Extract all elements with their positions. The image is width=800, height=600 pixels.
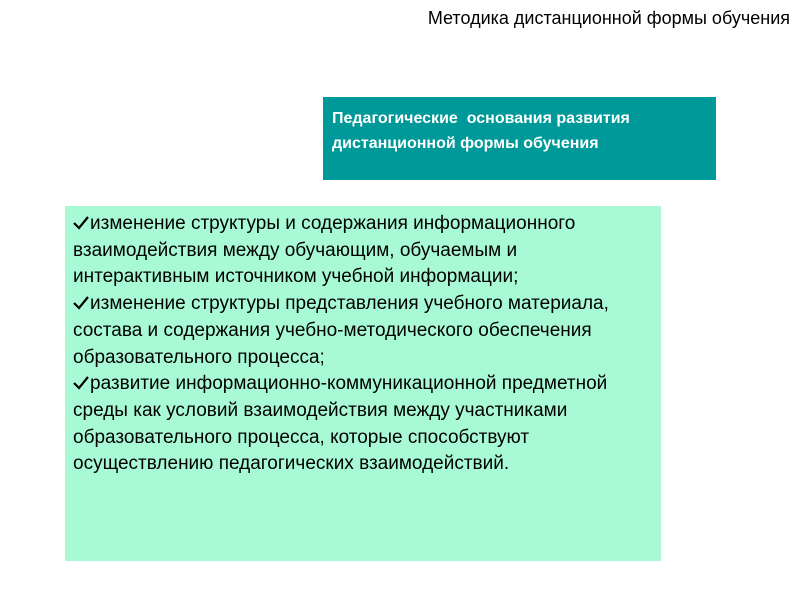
check-arrow-bullet-icon bbox=[73, 216, 89, 230]
section-heading: Педагогические основания развития дистанционной формы обучения bbox=[332, 110, 635, 152]
bullet-list bbox=[73, 211, 655, 478]
slide-title: Методика дистанционной формы обучения bbox=[427, 8, 790, 28]
bullet-text: изменение структуры и содержания информационного взаимодействия между обучающим, обучаемым и интерактивным источником учебной информации; bbox=[73, 213, 576, 288]
bullet-text: изменение структуры представления учебного материала, состава и содержания учебно-методического обеспечения образовательного процесса; bbox=[73, 293, 609, 368]
content-box bbox=[65, 206, 661, 561]
bullet-text: развитие информационно-коммуникационной предметной среды как условий взаимодействия между участниками образовательного процесса, которые способствуют осуществлению педагогических взаимодействий. bbox=[73, 373, 608, 475]
check-arrow-bullet-icon bbox=[73, 376, 89, 390]
section-heading-box bbox=[323, 97, 716, 180]
bullet-item bbox=[73, 371, 655, 478]
bullet-item bbox=[73, 291, 655, 371]
check-arrow-bullet-icon bbox=[73, 296, 89, 310]
bullet-item bbox=[73, 211, 655, 291]
